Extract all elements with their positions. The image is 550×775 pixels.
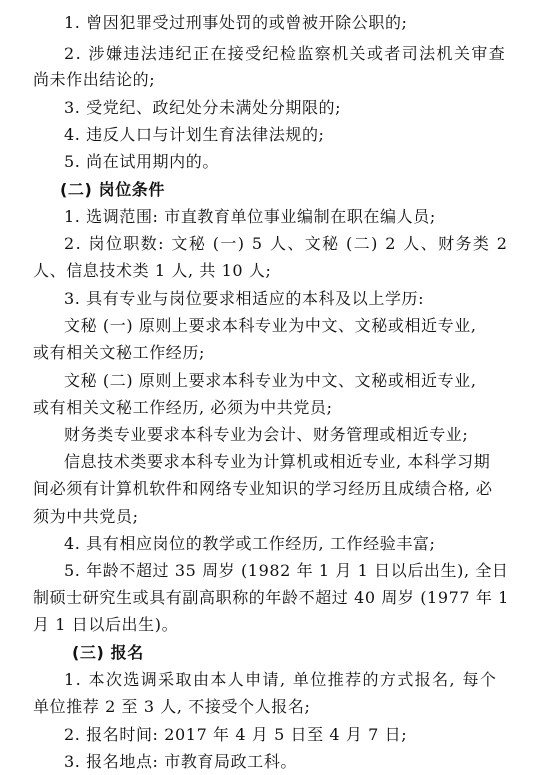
section-heading-2: (二) 岗位条件	[60, 180, 165, 199]
position-item-4: 4. 具有相应岗位的教学或工作经历, 工作经验丰富;	[64, 534, 436, 553]
it-requirement-cont-2: 须为中共党员;	[33, 507, 139, 526]
registration-item-1: 1. 本次选调采取由本人申请, 单位推荐的方式报名, 每个	[64, 670, 498, 689]
position-item-3: 3. 具有专业与岗位要求相适应的本科及以上学历:	[64, 289, 425, 308]
registration-item-2: 2. 报名时间: 2017 年 4 月 5 日至 4 月 7 日;	[64, 725, 408, 744]
secretary-1-requirement: 文秘 (一) 原则上要求本科专业为中文、文秘或相近专业,	[64, 316, 477, 335]
position-item-2: 2. 岗位职数: 文秘 (一) 5 人、文秘 (二) 2 人、财务类 2	[64, 234, 509, 253]
it-requirement-cont-1: 间必须有计算机软件和网络专业知识的学习经历且成绩合格, 必	[33, 479, 493, 498]
secretary-2-requirement-cont: 或有相关文秘工作经历, 必须为中共党员;	[33, 398, 333, 417]
registration-item-1-cont: 单位推荐 2 至 3 人, 不接受个人报名;	[33, 697, 311, 716]
secretary-2-requirement: 文秘 (二) 原则上要求本科专业为中文、文秘或相近专业,	[64, 371, 477, 390]
condition-item-5: 5. 尚在试用期内的。	[64, 152, 219, 171]
finance-requirement: 财务类专业要求本科专业为会计、财务管理或相近专业;	[64, 425, 469, 444]
condition-item-3: 3. 受党纪、政纪处分未满处分期限的;	[64, 98, 342, 117]
position-item-1: 1. 选调范围: 市直教育单位事业编制在职在编人员;	[64, 207, 436, 226]
position-item-5-cont-1: 制硕士研究生或具有副高职称的年龄不超过 40 周岁 (1977 年 1	[33, 588, 509, 607]
condition-item-1: 1. 曾因犯罪受过刑事处罚的或曾被开除公职的;	[64, 13, 408, 32]
condition-item-2-cont: 尚未作出结论的;	[33, 70, 156, 89]
condition-item-4: 4. 违反人口与计划生育法律法规的;	[64, 125, 325, 144]
position-item-2-cont: 人、信息技术类 1 人, 共 10 人;	[33, 261, 272, 280]
secretary-1-requirement-cont: 或有相关文秘工作经历;	[33, 343, 205, 362]
section-heading-3: (三) 报名	[72, 643, 144, 662]
condition-item-2: 2. 涉嫌违法违纪正在接受纪检监察机关或者司法机关审查	[64, 44, 507, 63]
position-item-5: 5. 年龄不超过 35 周岁 (1982 年 1 月 1 日以后出生), 全日	[64, 561, 509, 580]
it-requirement: 信息技术类要求本科专业为计算机或相近专业, 本科学习期	[64, 452, 491, 471]
registration-item-3: 3. 报名地点: 市教育局政工科。	[64, 752, 298, 771]
position-item-5-cont-2: 月 1 日以后出生)。	[33, 615, 179, 634]
